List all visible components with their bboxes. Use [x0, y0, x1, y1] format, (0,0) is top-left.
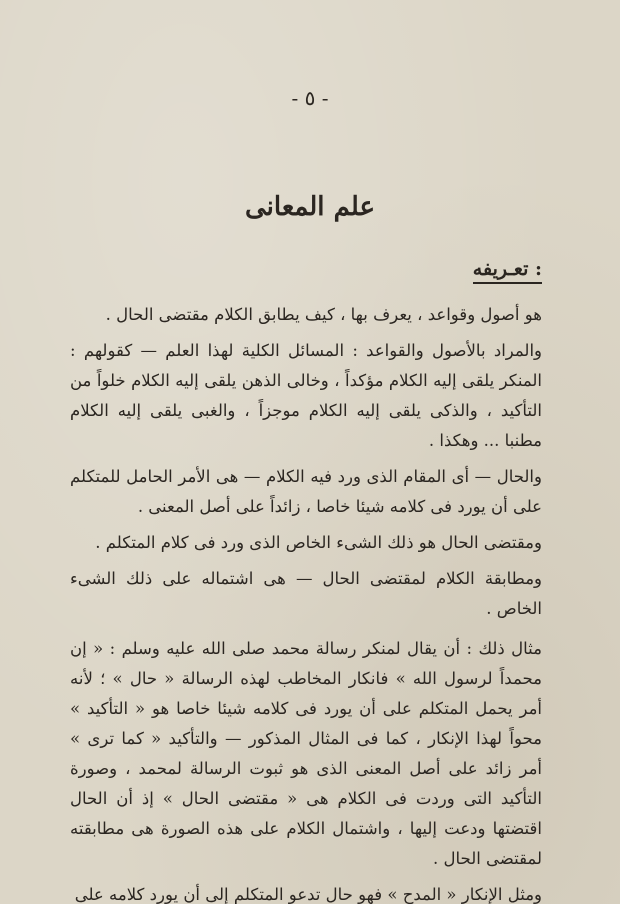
paragraph-praise-text: ومثل الإنكار « المدح » فهو حال تدعو المتكلم إلى أن يورد كلامه على: [74, 885, 542, 904]
page-body: [70, 300, 542, 904]
paragraph-situation-text: والحال — أى المقام الذى ورد فيه الكلام — هى الأمر الحامل للمتكلم على أن يورد فى كلامه شيئا خاصا ، زائداً على أصل المعنى .: [70, 467, 542, 516]
paragraph-situation: [70, 462, 542, 522]
paragraph-definition-text: هو أصول وقواعد ، يعرف بها ، كيف يطابق الكلام مقتضى الحال .: [105, 305, 542, 324]
paragraph-principles-text: والمراد بالأصول والقواعد : المسائل الكلية لهذا العلم — كقولهم : المنكر يلقى إليه الكلام مؤكداً ، وخالى الذهن يلقى إليه الكلام خلواً من التأكيد ، والذكى يلقى إليه الكلام موجزاً ، والغبى يلقى إليه الكلام مطنبا ... وهكذا .: [70, 341, 542, 450]
paragraph-requirement-text: ومقتضى الحال هو ذلك الشىء الخاص الذى ورد فى كلام المتكلم .: [95, 533, 542, 552]
paragraph-conformity-text: ومطابقة الكلام لمقتضى الحال — هى اشتماله على ذلك الشىء الخاص .: [70, 569, 542, 618]
paragraph-praise: [70, 880, 542, 904]
page-number: - ٥ -: [291, 86, 329, 110]
paragraph-example: [70, 634, 542, 874]
paragraph-definition: [70, 300, 542, 330]
paragraph-principles: [70, 336, 542, 456]
paragraph-requirement: [70, 528, 542, 558]
section-heading: تعـريفه :: [473, 258, 542, 284]
paragraph-example-text: مثال ذلك : أن يقال لمنكر رسالة محمد صلى الله عليه وسلم : « إن محمداً لرسول الله » فانكار المخاطب لهذه الرسالة « حال » ؛ لأنه أمر يحمل المتكلم على أن يورد فى كلامه شيئا خاصا هو « التأكيد » محواً لهذا الإنكار ، كما فى المثال المذكور — والتأكيد « كما ترى » أمر زائد على أصل المعنى الذى هو ثبوت الرسالة لمحمد ، وصورة التأكيد التى وردت فى الكلام هى « مقتضى الحال » إذ أن الحال اقتضتها ودعت إليها ، واشتمال الكلام على هذه الصورة هى مطابقته لمقتضى الحال .: [70, 639, 542, 868]
chapter-title: علم المعانى: [244, 192, 376, 222]
paragraph-conformity: [70, 564, 542, 624]
